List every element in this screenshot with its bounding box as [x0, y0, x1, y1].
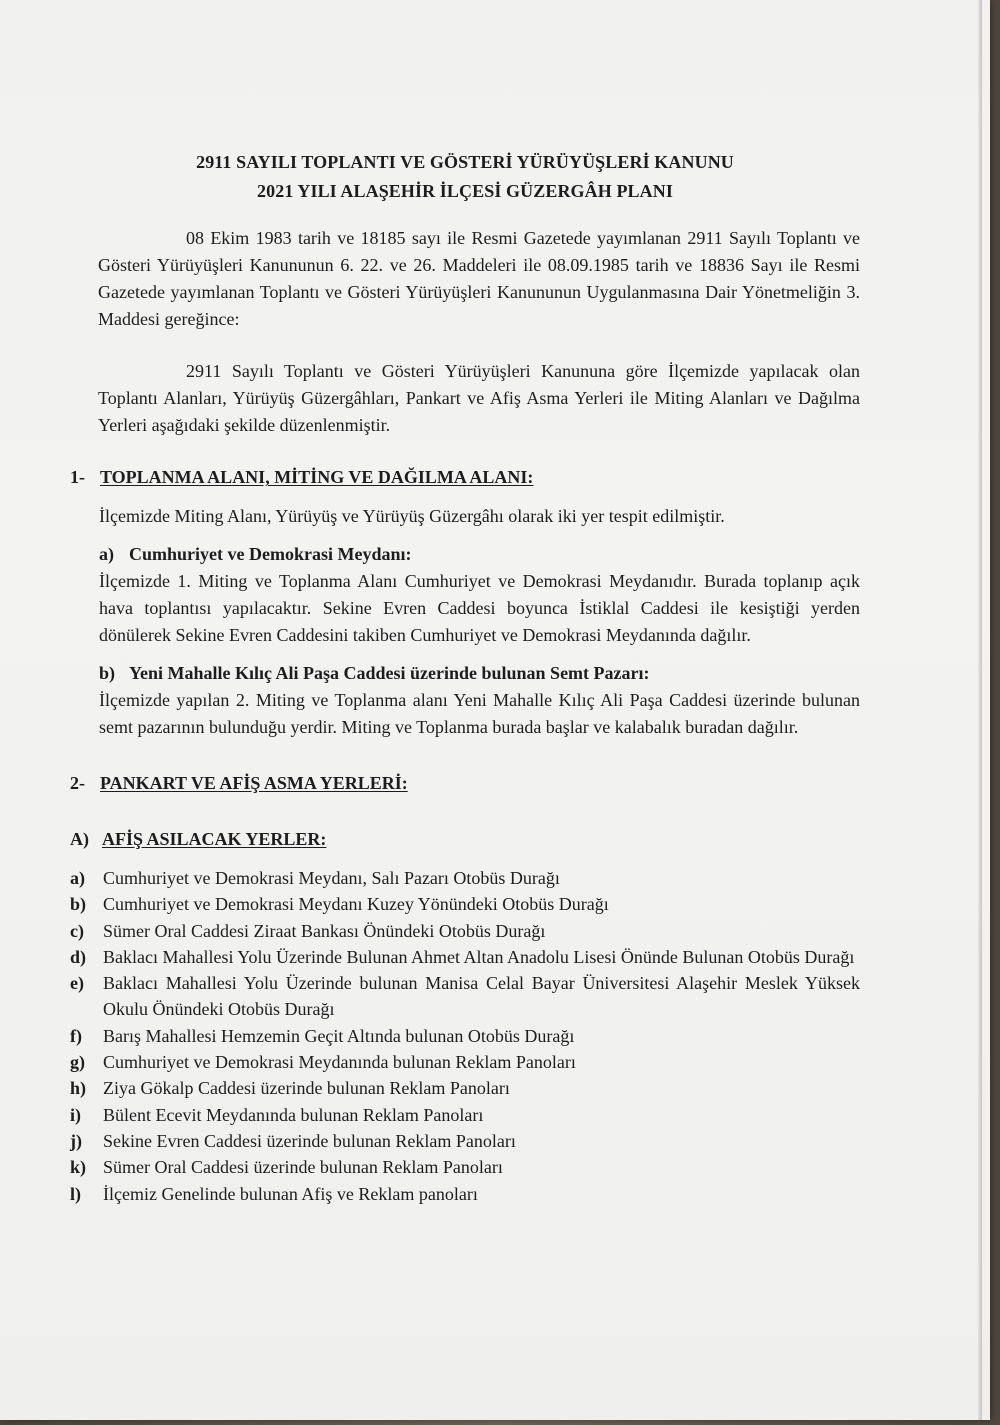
- subsection-b-title: Yeni Mahalle Kılıç Ali Paşa Caddesi üzerinde bulunan Semt Pazarı:: [129, 663, 650, 683]
- list-item-text: Sümer Oral Caddesi Ziraat Bankası Önündeki Otobüs Durağı: [103, 920, 546, 941]
- section-1-heading: [70, 464, 860, 491]
- list-item-label: a): [70, 868, 85, 888]
- subsection-b-label: b): [99, 663, 116, 683]
- list-item: [70, 865, 860, 891]
- title-line-2: 2021 YILI ALAŞEHİR İLÇESİ GÜZERGÂH PLANI: [257, 181, 673, 201]
- section-2-heading: [70, 770, 860, 797]
- section-1-number: 1-: [70, 467, 85, 487]
- list-item-label: b): [70, 894, 87, 915]
- list-item-label: g): [70, 1052, 85, 1073]
- list-item-text: Barış Mahallesi Hemzemin Geçit Altında bulunan Otobüs Durağı: [103, 1025, 575, 1046]
- list-item-text: İlçemiz Genelinde bulunan Afiş ve Reklam panoları: [103, 1183, 478, 1204]
- list-item-text: Baklacı Mahallesi Yolu Üzerinde bulunan Manisa Celal Bayar Üniversitesi Alaşehir Meslek Yüksek Okulu Önündeki Otobüs Durağı: [103, 973, 860, 1020]
- title-line-1: 2911 SAYILI TOPLANTI VE GÖSTERİ YÜRÜYÜŞLERİ KANUNU: [196, 152, 734, 172]
- subsection-b: [70, 660, 860, 741]
- list-item-label: e): [70, 973, 84, 994]
- list-item-text: Baklacı Mahallesi Yolu Üzerinde Bulunan Ahmet Altan Anadolu Lisesi Önünde Bulunan Otobüs Durağı: [103, 946, 855, 967]
- list-item: [70, 1181, 860, 1207]
- list-item-label: f): [70, 1025, 82, 1046]
- list-item: [70, 1049, 860, 1075]
- list-item: [70, 1075, 860, 1101]
- section-2-number: 2-: [70, 773, 85, 793]
- list-item: [70, 944, 860, 970]
- document-content: [70, 148, 860, 1207]
- subsection-a-title: Cumhuriyet ve Demokrasi Meydanı:: [129, 544, 412, 564]
- subsection-a-body: İlçemizde 1. Miting ve Toplanma Alanı Cumhuriyet ve Demokrasi Meydanıdır. Burada toplanıp açık hava toplantısı yapılacaktır. Sekine Evren Caddesi boyunca İstiklal Caddesi ile kesiştiği yerden dönülerek Sekine Evren Caddesini takiben Cumhuriyet ve Demokrasi Meydanında dağılır.: [99, 571, 860, 645]
- list-a-title: AFİŞ ASILACAK YERLER:: [102, 829, 327, 849]
- list-item-text: Cumhuriyet ve Demokrasi Meydanında bulunan Reklam Panoları: [103, 1052, 576, 1073]
- list-item-text: Cumhuriyet ve Demokrasi Meydanı, Salı Pazarı Otobüs Durağı: [103, 868, 560, 888]
- list-item-label: d): [70, 946, 87, 967]
- list-item: [70, 970, 860, 1023]
- list-item-label: l): [70, 1183, 81, 1204]
- list-a-label: A): [70, 829, 89, 849]
- list-item-text: Cumhuriyet ve Demokrasi Meydanı Kuzey Yönündeki Otobüs Durağı: [103, 894, 609, 915]
- list-item-label: i): [70, 1104, 81, 1125]
- list-item-label: j): [70, 1130, 82, 1151]
- list-item: [70, 1128, 860, 1154]
- paragraph-scope: 2911 Sayılı Toplantı ve Gösteri Yürüyüşleri Kanununa göre İlçemizde yapılacak olan Toplantı Alanları, Yürüyüş Güzergâhları, Pankart ve Afiş Asma Yerleri ile Miting Alanları ve Dağılma Yerleri aşağıdaki şekilde düzenlenmiştir.: [98, 361, 860, 435]
- subsection-a-heading: [99, 541, 860, 568]
- list-item-text: Sümer Oral Caddesi üzerinde bulunan Reklam Panoları: [103, 1157, 503, 1178]
- poster-locations-list: [70, 865, 860, 1207]
- section-2-title: PANKART VE AFİŞ ASMA YERLERİ:: [100, 773, 408, 793]
- list-item-text: Bülent Ecevit Meydanında bulunan Reklam Panoları: [103, 1104, 484, 1125]
- list-item: [70, 891, 860, 917]
- sheet-edge-shadow: [978, 0, 982, 1420]
- section-1-title: TOPLANMA ALANI, MİTİNG VE DAĞILMA ALANI:: [100, 467, 534, 487]
- section-1-intro: İlçemizde Miting Alanı, Yürüyüş ve Yürüyüş Güzergâhı olarak iki yer tespit edilmiştir.: [99, 506, 725, 526]
- list-item-text: Ziya Gökalp Caddesi üzerinde bulunan Reklam Panoları: [103, 1078, 510, 1099]
- list-item-label: c): [70, 920, 84, 941]
- list-item-text: Sekine Evren Caddesi üzerinde bulunan Reklam Panoları: [103, 1130, 516, 1151]
- list-item: [70, 918, 860, 944]
- list-item: [70, 1023, 860, 1049]
- subsection-b-body: İlçemizde yapılan 2. Miting ve Toplanma alanı Yeni Mahalle Kılıç Ali Paşa Caddesi üzerinde bulunan semt pazarının bulunduğu yerdir. Miting ve Toplanma burada başlar ve kalabalık buradan dağılır.: [99, 690, 860, 737]
- paragraph-legal-basis: 08 Ekim 1983 tarih ve 18185 sayı ile Resmi Gazetede yayımlanan 2911 Sayılı Toplantı ve Gösteri Yürüyüşleri Kanununun 6. 22. ve 26. Maddeleri ile 08.09.1985 tarih ve 18836 Sayı ile Resmi Gazetede yayımlanan Toplantı ve Gösteri Yürüyüşleri Kanununun Uygulanmasına Dair Yönetmeliğin 3. Maddesi gereğince:: [98, 228, 860, 329]
- document-title: [70, 148, 860, 206]
- list-item-label: k): [70, 1157, 87, 1178]
- list-item: [70, 1154, 860, 1180]
- subsection-b-heading: [99, 660, 860, 687]
- list-item-label: h): [70, 1078, 87, 1099]
- list-a-heading: [70, 826, 860, 853]
- list-item: [70, 1102, 860, 1128]
- subsection-a: [70, 541, 860, 649]
- subsection-a-label: a): [99, 544, 114, 564]
